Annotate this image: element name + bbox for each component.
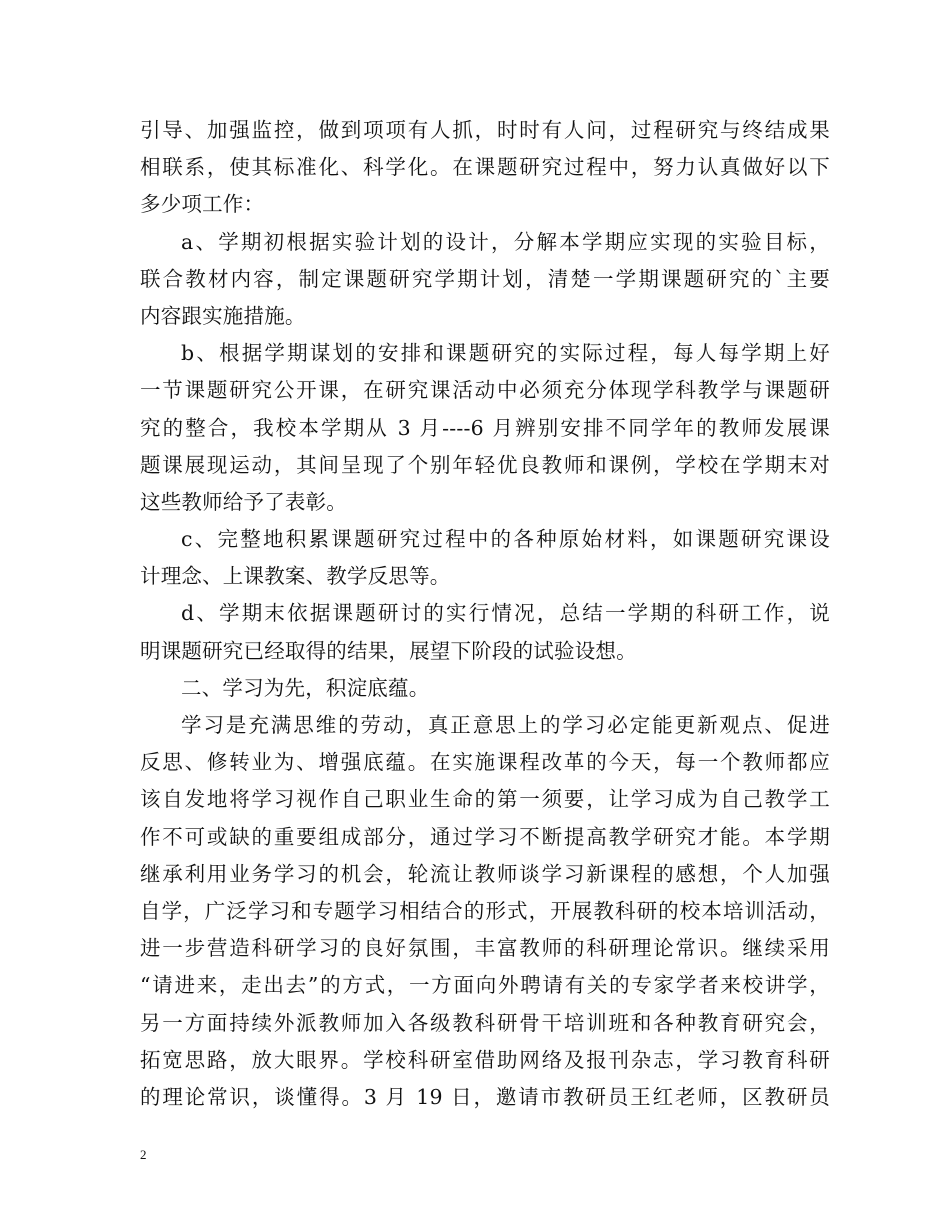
text-line: 计理念、上课教案、教学反思等。: [140, 564, 451, 589]
text-line: b、根据学期谋划的安排和课题研究的实际过程，每人每学期上好: [181, 341, 830, 366]
document-body: [140, 112, 830, 1116]
text-line: 作不可或缺的重要组成部分，通过学习不断提高教学研究才能。本学期: [140, 824, 830, 849]
text-line: 的理论常识，谈懂得。3 月 19 日，邀请市教研员王红老师，区教研员: [140, 1084, 830, 1109]
text-line: d、学期末依据课题研讨的实行情况，总结一学期的科研工作，说: [181, 601, 830, 626]
text-line: 引导、加强监控，做到项项有人抓，时时有人问，过程研究与终结成果: [140, 118, 830, 142]
text-line: 学习是充满思维的劳动，真正意思上的学习必定能更新观点、促进: [181, 713, 830, 737]
text-line: 该自发地将学习视作自己职业生命的第一须要，让学习成为自己教学工: [140, 787, 830, 812]
text-line: c、完整地积累课题研究过程中的各种原始材料，如课题研究课设: [181, 527, 830, 552]
text-line: 题课展现运动，其间呈现了个别年轻优良教师和课例，学校在学期末对: [140, 452, 830, 477]
text-line: 一节课题研究公开课，在研究课活动中必须充分体现学科教学与课题研: [140, 378, 830, 403]
page-number: 2: [140, 1147, 147, 1162]
text-line: 拓宽思路，放大眼界。学校科研室借助网络及报刊杂志，学习教育科研: [140, 1047, 830, 1072]
text-line: 联合教材内容，制定课题研究学期计划，清楚一学期课题研究的`主要: [140, 266, 830, 291]
text-line: 进一步营造科研学习的良好氛围，丰富教师的科研理论常识。继续采用: [140, 936, 830, 961]
text-line: a、学期初根据实验计划的设计，分解本学期应实现的实验目标，: [181, 229, 830, 254]
text-line: 自学，广泛学习和专题学习相结合的形式，开展教科研的校本培训活动，: [140, 898, 830, 923]
text-line: 反思、修转业为、增强底蕴。在实施课程改革的今天，每一个教师都应: [140, 750, 830, 775]
text-line: 另一方面持续外派教师加入各级教科研骨干培训班和各种教育研究会，: [140, 1010, 830, 1035]
text-line: 多少项工作：: [140, 192, 265, 217]
text-line: “请进来，走出去”的方式，一方面向外聘请有关的专家学者来校讲学，: [140, 973, 830, 998]
text-line: 二、学习为先，积淀底蕴。: [181, 675, 430, 700]
text-line: 相联系，使其标准化、科学化。在课题研究过程中，努力认真做好以下: [140, 155, 830, 180]
text-line: 内容跟实施措施。: [140, 303, 306, 328]
text-line: 究的整合，我校本学期从 3 月----6 月辨别安排不同学年的教师发展课: [140, 415, 830, 440]
text-line: 这些教师给予了表彰。: [140, 489, 347, 514]
text-line: 明课题研究已经取得的结果，展望下阶段的试验设想。: [140, 638, 637, 663]
text-line: 继承利用业务学习的机会，轮流让教师谈学习新课程的感想，个人加强: [140, 861, 830, 886]
